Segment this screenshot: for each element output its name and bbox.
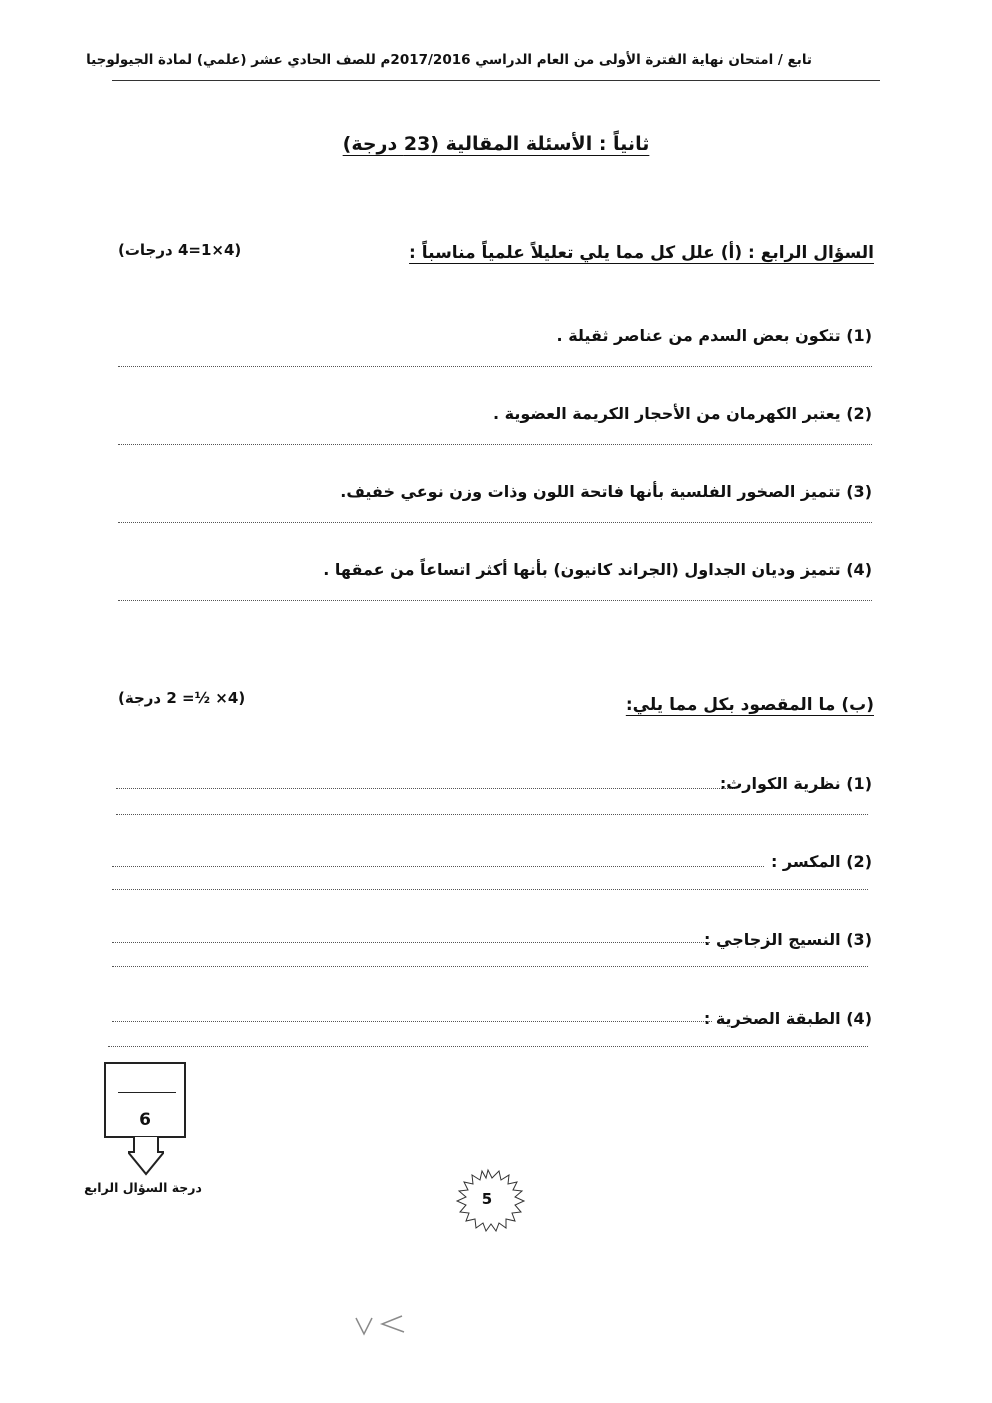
answer-line[interactable] [112,1021,712,1022]
answer-line[interactable] [112,866,764,867]
question4-part-a-heading: السؤال الرابع : (أ) علل كل مما يلي تعليلاً علمياً مناسباً : [409,243,874,263]
header-divider [112,80,880,81]
page-number: 5 [481,1190,493,1208]
section-title: ثانياً : الأسئلة المقالية (23 درجة) [342,133,650,155]
exam-header: تابع / امتحان نهاية الفترة الأولى من العام الدراسي 2017/2016م للصف الحادي عشر (علمي) لمادة الجيولوجيا [86,52,812,68]
answer-line[interactable] [118,522,872,523]
score-box-label: درجة السؤال الرابع [84,1180,202,1195]
part-a-item-4: (4) تتميز وديان الجداول (الجراند كانيون) بأنها أكثر اتساعاً من عمقها . [323,560,872,579]
part-b-item-4: (4) الطبقة الصخرية : [703,1009,872,1028]
answer-line[interactable] [112,942,710,943]
answer-line[interactable] [116,814,868,815]
down-arrow-icon [128,1136,164,1176]
part-b-marks: (4× ½= 2 درجة) [118,689,246,707]
part-a-item-1: (1) تتكون بعض السدم من عناصر ثقيلة . [556,326,872,345]
part-b-item-2: (2) المكسر : [770,852,872,871]
answer-line[interactable] [116,788,736,789]
part-a-item-2: (2) يعتبر الكهرمان من الأحجار الكريمة العضوية . [493,404,872,423]
answer-line[interactable] [118,600,872,601]
answer-line[interactable] [118,444,872,445]
part-b-item-1: (1) نظرية الكوارث: [719,774,872,793]
score-total: 6 [139,1110,151,1130]
answer-line[interactable] [112,966,868,967]
question4-part-b-heading: (ب) ما المقصود بكل مما يلي: [625,695,874,715]
part-a-marks: (4×1=4 درجات) [118,241,242,259]
handwritten-mark [352,1312,416,1342]
part-b-item-3: (3) النسيج الزجاجي : [704,930,872,949]
score-blank-line[interactable] [118,1092,176,1093]
answer-line[interactable] [108,1046,868,1047]
part-a-item-3: (3) تتميز الصخور الفلسية بأنها فاتحة اللون وذات وزن نوعي خفيف. [340,482,872,501]
answer-line[interactable] [112,889,868,890]
answer-line[interactable] [118,366,872,367]
